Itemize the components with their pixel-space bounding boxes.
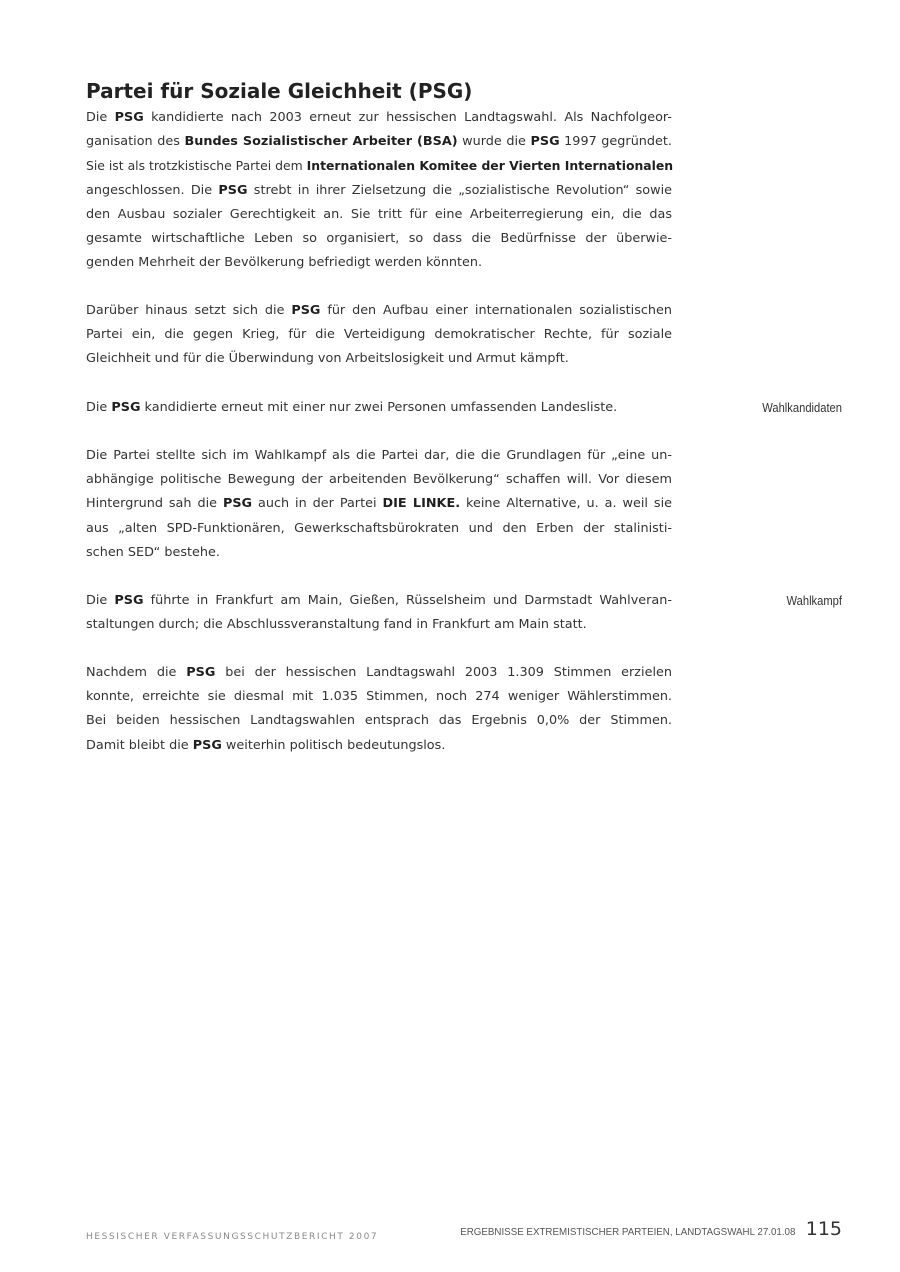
text-run: Die [86,593,115,608]
text-run: weiterhin politisch bedeutungslos. [221,737,446,753]
text-run: den Ausbau sozialer Gerechtigkeit an. Sie tritt für eine Arbeiterregierung ein, die das [86,206,672,222]
emphasis-term: PSG [218,182,248,198]
text-line [86,517,672,541]
paragraph-results [86,661,672,758]
paragraph-introduction [86,106,672,275]
text-run: Nachdem die [86,665,187,680]
paragraph-goals [86,299,672,372]
text-line [86,492,672,516]
emphasis-term: Internationalen Komitee der Vierten Internationalen [306,158,674,174]
margin-note-wahlkandidaten: Wahlkandidaten [762,400,842,415]
footer-section-title: ERGEBNISSE EXTREMISTISCHER PARTEIEN, LANDTAGSWAHL 27.01.08 [460,1226,796,1238]
text-run: führte in Frankfurt am Main, Gießen, Rüsselsheim und Darmstadt Wahlveran- [143,593,672,608]
text-line [86,734,672,758]
text-run: angeschlossen. Die [86,182,219,198]
text-run: Die Partei stellte sich im Wahlkampf als die Partei dar, die die Grundlagen für „eine un- [86,448,672,463]
emphasis-term: PSG [291,303,321,318]
paragraph-campaign [86,444,672,565]
text-run: Damit bleibt die [86,737,193,753]
text-run: aus „alten SPD-Funktionären, Gewerkschaftsbürokraten und den Erben der stalinisti- [86,520,672,536]
text-line [86,299,672,323]
text-run: wurde die [457,134,531,150]
text-line [86,323,672,347]
emphasis-term: PSG [222,496,253,512]
page-title: Partei für Soziale Gleichheit (PSG) [86,79,473,103]
text-run: kandidierte erneut mit einer nur zwei Personen umfassenden Landesliste. [140,400,618,415]
text-run: Sie ist als trotzkistische Partei dem [86,158,307,174]
text-run: Gleichheit und für die Überwindung von Arbeitslosigkeit und Armut kämpft. [86,351,569,367]
text-run: ganisation des [86,134,185,150]
text-run: 1997 gegründet. [559,134,672,150]
paragraph-candidates [86,396,672,420]
emphasis-term: PSG [111,400,141,415]
emphasis-term: PSG [186,665,216,680]
text-line [86,106,672,130]
text-run: kandidierte nach 2003 erneut zur hessischen Landtagswahl. Als Nachfolgeor- [143,110,672,125]
text-line [86,203,672,227]
text-line [86,347,672,371]
paragraph-events [86,589,672,637]
text-run: Bei beiden hessischen Landtagswahlen entsprach das Ergebnis 0,0% der Stimmen. [86,713,672,729]
text-line [86,589,672,613]
text-run: Partei ein, die gegen Krieg, für die Verteidigung demokratischer Rechte, für soziale [86,327,672,343]
text-run: schen SED“ bestehe. [86,544,220,560]
text-run: abhängige politische Bewegung der arbeitenden Bevölkerung“ schaffen will. Vor diesem [86,472,672,488]
text-line [86,251,672,275]
text-run: gesamte wirtschaftliche Leben so organisiert, so dass die Bedürfnisse der überwie- [86,230,672,246]
text-line [86,685,672,709]
text-run: für den Aufbau einer internationalen sozialistischen [320,303,672,318]
text-run: genden Mehrheit der Bevölkerung befriedigt werden könnten. [86,255,483,271]
text-run: Darüber hinaus setzt sich die [86,303,292,318]
text-line [86,613,672,637]
text-line [86,468,672,492]
text-line [86,396,672,420]
text-line [86,227,672,251]
footer-publication-title: HESSISCHER VERFASSUNGSSCHUTZBERICHT 2007 [86,1232,379,1242]
text-line [86,130,672,154]
text-line [86,661,672,685]
emphasis-term: PSG [530,134,560,150]
text-run: Die [86,110,115,125]
footer-right [435,1218,842,1246]
emphasis-term: DIE LINKE. [382,496,461,512]
emphasis-term: Bundes Sozialistischer Arbeiter (BSA) [184,134,458,150]
margin-note-wahlkampf: Wahlkampf [786,593,842,608]
text-line [86,444,672,468]
text-line [86,709,672,733]
emphasis-term: PSG [192,737,222,753]
page-number: 115 [805,1218,842,1240]
text-line [86,179,672,203]
emphasis-term: PSG [114,593,144,608]
emphasis-term: PSG [114,110,144,125]
text-run: Die [86,400,112,415]
text-run: bei der hessischen Landtagswahl 2003 1.309 Stimmen erzielen [215,665,672,680]
text-run: konnte, erreichte sie diesmal mit 1.035 Stimmen, noch 274 weniger Wählerstimmen. [86,689,672,705]
text-run: staltungen durch; die Abschlussveranstaltung fand in Frankfurt am Main statt. [86,617,587,633]
text-run: keine Alternative, u. a. weil sie [460,496,672,512]
text-run: Hintergrund sah die [86,496,223,512]
text-line [86,541,672,565]
text-line [86,154,672,178]
text-run: strebt in ihrer Zielsetzung die „sozialistische Revolution“ sowie [247,182,673,198]
text-run: auch in der Partei [252,496,383,512]
